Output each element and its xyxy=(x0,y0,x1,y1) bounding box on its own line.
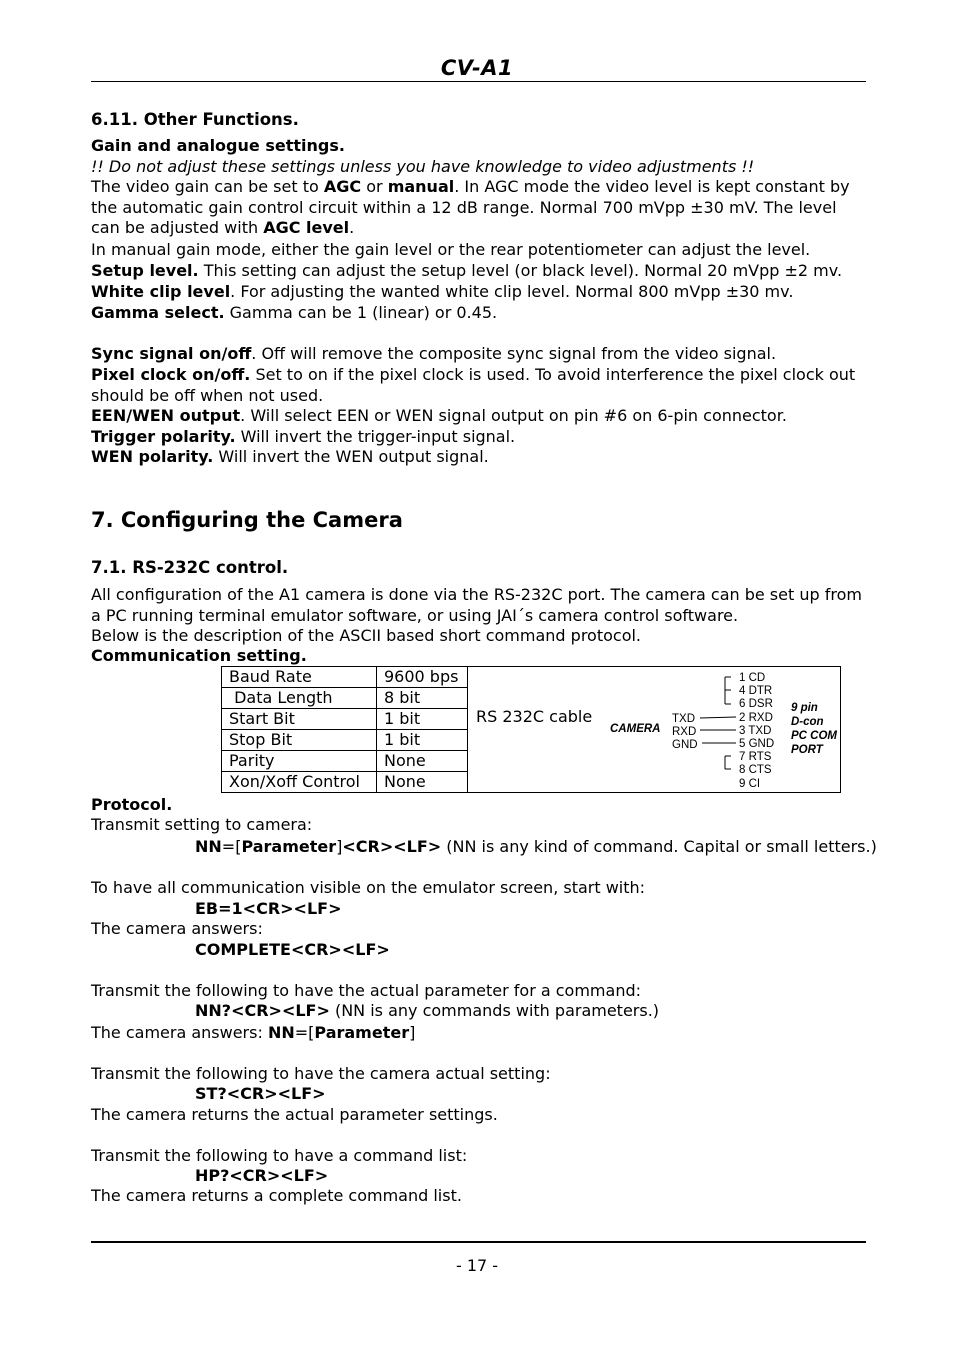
protocol-line-5: The camera answers: NN=[Parameter] xyxy=(91,1023,416,1042)
camera-label: CAMERA xyxy=(610,723,661,735)
protocol-line-1: Transmit setting to camera: xyxy=(91,815,313,834)
wen-polarity-line: WEN polarity. Will invert the WEN output signal. xyxy=(91,447,489,466)
setting-name: Stop Bit xyxy=(222,730,377,751)
command-query: NN?<CR><LF> (NN is any commands with parameters.) xyxy=(195,1001,660,1020)
rs232-wiring-diagram xyxy=(468,667,854,793)
port-label: PC COM xyxy=(791,730,837,742)
command-echo: EB=1<CR><LF> xyxy=(195,899,342,918)
cable-diagram-cell xyxy=(468,667,841,793)
rs232-intro-2: Below is the description of the ASCII based short command protocol. xyxy=(91,626,642,645)
setting-name: Start Bit xyxy=(222,709,377,730)
protocol-line-2: To have all communication visible on the emulator screen, start with: xyxy=(91,878,646,897)
command-status: ST?<CR><LF> xyxy=(195,1084,326,1103)
een-wen-line: EEN/WEN output. Will select EEN or WEN signal output on pin #6 on 6-pin connector. xyxy=(91,406,787,425)
pc-pin: 3 TXD xyxy=(739,725,772,737)
protocol-line-3: The camera answers: xyxy=(91,919,263,938)
white-clip-line: White clip level. For adjusting the wanted white clip level. Normal 800 mVpp ±30 mv. xyxy=(91,282,794,301)
pc-pin: 8 CTS xyxy=(739,764,772,776)
protocol-line-8: Transmit the following to have a command list: xyxy=(91,1146,468,1165)
manual-gain-paragraph: In manual gain mode, either the gain level or the rear potentiometer can adjust the level. xyxy=(91,240,811,259)
pc-pin: 4 DTR xyxy=(739,685,773,697)
pc-pin: 5 GND xyxy=(739,738,775,750)
setting-name: Baud Rate xyxy=(222,667,377,688)
pc-pin: 7 RTS xyxy=(739,751,772,763)
setting-name: Data Length xyxy=(222,688,377,709)
camera-pin: RXD xyxy=(672,726,697,738)
setting-value: 8 bit xyxy=(377,688,468,709)
communication-table xyxy=(221,666,841,793)
table-row xyxy=(222,667,841,688)
pc-pin: 9 CI xyxy=(739,778,761,790)
setting-name: Parity xyxy=(222,751,377,772)
port-label: 9 pin xyxy=(791,702,818,714)
protocol-line-6: Transmit the following to have the camera actual setting: xyxy=(91,1064,551,1083)
gain-heading: Gain and analogue settings. xyxy=(91,136,345,155)
setting-value: None xyxy=(377,772,468,793)
protocol-line-9: The camera returns a complete command list. xyxy=(91,1186,462,1205)
header-rule xyxy=(91,81,866,82)
camera-pin: GND xyxy=(672,739,698,751)
gamma-line: Gamma select. Gamma can be 1 (linear) or 0.45. xyxy=(91,303,498,322)
section-7-1-heading: 7.1. RS-232C control. xyxy=(91,558,289,577)
pc-pin: 6 DSR xyxy=(739,698,773,710)
setting-value: 1 bit xyxy=(377,709,468,730)
setting-value: 1 bit xyxy=(377,730,468,751)
warning-text: !! Do not adjust these settings unless you have knowledge to video adjustments !! xyxy=(91,157,755,176)
wire-txd xyxy=(700,717,736,718)
footer-rule xyxy=(91,1241,866,1243)
protocol-line-7: The camera returns the actual parameter settings. xyxy=(91,1105,498,1124)
section-6-11-heading: 6.11. Other Functions. xyxy=(91,110,299,129)
setting-value: None xyxy=(377,751,468,772)
pixel-clock-line: Pixel clock on/off. Set to on if the pixel clock is used. To avoid interference the pixel clock out should be off when not used. xyxy=(91,365,856,405)
trigger-polarity-line: Trigger polarity. Will invert the trigger-input signal. xyxy=(91,427,516,446)
sync-line: Sync signal on/off. Off will remove the composite sync signal from the video signal. xyxy=(91,344,777,363)
setting-name: Xon/Xoff Control xyxy=(222,772,377,793)
setup-level-line: Setup level. This setting can adjust the setup level (or black level). Normal 20 mVpp ±2 mv. xyxy=(91,261,843,280)
camera-pin: TXD xyxy=(672,713,695,725)
command-set-parameter: NN=[Parameter]<CR><LF> (NN is any kind of command. Capital or small letters.) xyxy=(195,837,877,856)
port-label: PORT xyxy=(791,744,823,756)
communication-setting-heading: Communication setting. xyxy=(91,646,307,665)
page-number: - 17 - xyxy=(455,1256,499,1275)
response-complete: COMPLETE<CR><LF> xyxy=(195,940,390,959)
port-label: D-con xyxy=(791,716,824,728)
rs232-intro: All configuration of the A1 camera is done via the RS-232C port. The camera can be set up from a PC running terminal emulator software, or using JAI´s camera control software. xyxy=(91,585,862,625)
protocol-line-4: Transmit the following to have the actual parameter for a command: xyxy=(91,981,641,1000)
document-title: CV-A1 xyxy=(440,56,514,80)
setting-value: 9600 bps xyxy=(377,667,468,688)
cable-label: RS 232C cable xyxy=(476,707,593,726)
pc-pin: 2 RXD xyxy=(739,712,773,724)
gain-paragraph: The video gain can be set to AGC or manual. In AGC mode the video level is kept constant by the automatic gain control circuit within a 12 dB range. Normal 700 mVpp ±30 mV. The level can be adjusted with AGC level. xyxy=(91,177,850,237)
command-help: HP?<CR><LF> xyxy=(195,1166,329,1185)
pc-pin: 1 CD xyxy=(739,672,766,684)
section-7-heading: 7. Configuring the Camera xyxy=(91,508,403,532)
protocol-heading: Protocol. xyxy=(91,795,173,814)
